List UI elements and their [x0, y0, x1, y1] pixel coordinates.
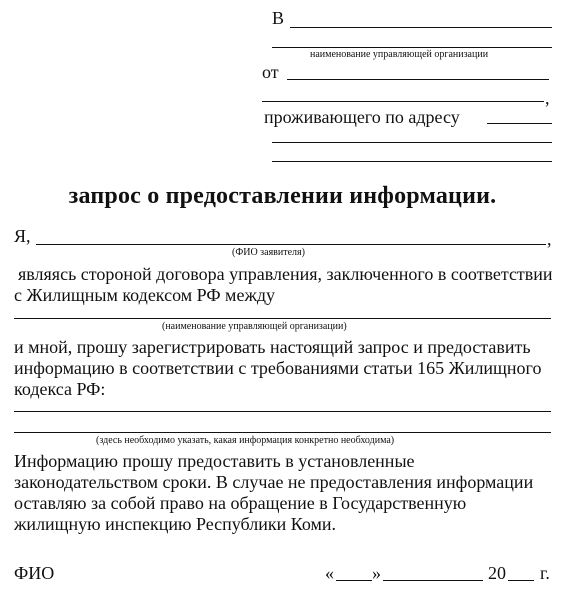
date-month-line[interactable]: [383, 580, 483, 581]
recipient-line-2[interactable]: [272, 47, 552, 48]
organization-caption: (наименование управляющей организации): [162, 321, 347, 332]
address-line-3[interactable]: [272, 161, 552, 162]
applicant-name-line[interactable]: [36, 244, 546, 245]
sender-line[interactable]: [287, 79, 549, 80]
address-label: проживающего по адресу: [264, 107, 460, 127]
signature-fio-label: ФИО: [14, 563, 55, 583]
to-prefix: В: [272, 8, 285, 28]
info-line-1[interactable]: [14, 411, 551, 412]
request-paragraph: и мной, прошу зарегистрировать настоящий запрос и предоставить информацию в соответствии с требованиями статьи 165 Жилищного кодекса РФ:: [14, 337, 542, 399]
applicant-caption: (ФИО заявителя): [232, 247, 305, 258]
document-title: запрос о предоставлении информации.: [68, 183, 497, 209]
date-quote-open: «: [325, 563, 334, 583]
applicant-prefix: Я,: [14, 226, 31, 246]
recipient-line[interactable]: [290, 27, 552, 28]
address-line-1[interactable]: [487, 123, 552, 124]
from-prefix: от: [262, 62, 279, 82]
date-year-prefix: 20: [488, 563, 506, 583]
info-caption: (здесь необходимо указать, какая информация конкретно необходима): [96, 435, 395, 446]
date-day-line[interactable]: [336, 580, 372, 581]
date-year-line[interactable]: [508, 580, 534, 581]
address-line-2[interactable]: [272, 142, 552, 143]
date-quote-close: »: [372, 563, 381, 583]
contract-paragraph: являясь стороной договора управления, заключенного в соответствии с Жилищным кодексом РФ между: [14, 264, 553, 305]
organization-line[interactable]: [14, 318, 551, 319]
terms-paragraph: Информацию прошу предоставить в установленные законодательством сроки. В случае не предоставления информации оставляю за собой право на обращение в Государственную жилищную инспекцию Республики Коми.: [14, 451, 534, 534]
recipient-caption: наименование управляющей организации: [310, 49, 489, 60]
sender-comma: ,: [545, 88, 550, 108]
sender-line-2[interactable]: [262, 101, 544, 102]
applicant-comma: ,: [547, 229, 552, 249]
info-line-2[interactable]: [14, 432, 551, 433]
date-year-suffix: г.: [540, 563, 550, 583]
